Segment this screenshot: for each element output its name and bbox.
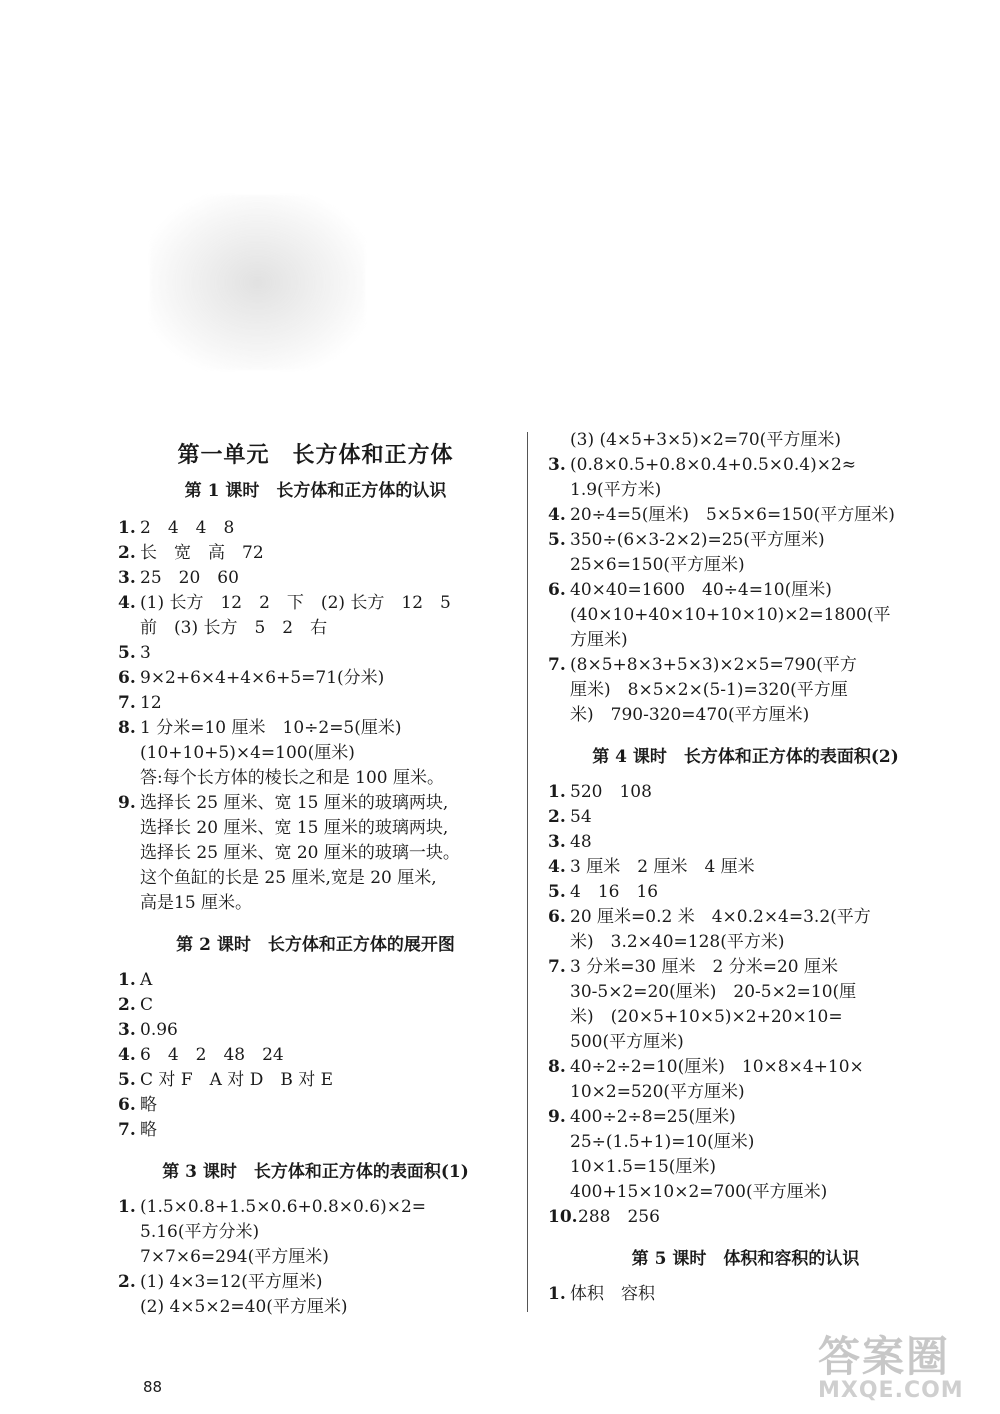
answer-line: 40×40=1600 40÷4=10(厘米)	[570, 580, 832, 600]
answer-body	[140, 1068, 513, 1093]
answer-body	[570, 578, 943, 653]
answer-body	[570, 1105, 943, 1205]
answer-line: 520 108	[570, 782, 652, 802]
unit-title: 第一单元 长方体和正方体	[177, 442, 454, 468]
answer-line: A	[140, 970, 153, 990]
answer-line: 3 分米=30 厘米 2 分米=20 厘米	[570, 957, 838, 977]
answer-number: 10.	[548, 1207, 578, 1227]
answer-line: (0.8×0.5+0.8×0.4+0.5×0.4)×2≈	[570, 455, 857, 475]
answer-line: 米) 3.2×40=128(平方米)	[570, 932, 785, 952]
answer-line: 长 宽 高 72	[140, 543, 264, 563]
answer-body	[140, 591, 513, 641]
answer-body	[140, 566, 513, 591]
answer-number: 9.	[548, 1107, 566, 1127]
answer-line: (1) 4×3=12(平方厘米)	[140, 1272, 323, 1292]
answer-number: 5.	[548, 530, 566, 550]
answer-number: 5.	[548, 882, 566, 902]
answer-item	[118, 566, 513, 591]
answer-item	[118, 516, 513, 541]
lesson-3-answers-continued	[548, 428, 943, 728]
answer-line: 答:每个长方体的棱长之和是 100 厘米。	[140, 768, 444, 788]
answer-item	[118, 1068, 513, 1093]
answer-number: 2.	[118, 1272, 136, 1292]
answer-body	[140, 1018, 513, 1043]
answer-item	[548, 1105, 943, 1205]
lesson-3-answers	[118, 1195, 513, 1320]
answer-body	[140, 993, 513, 1018]
answer-line: 3	[140, 643, 151, 663]
lesson-5-answers	[548, 1282, 943, 1307]
answer-line: 54	[570, 807, 592, 827]
watermark-logo	[818, 1332, 988, 1410]
answer-number: 6.	[548, 580, 566, 600]
lesson-2-heading: 第 2 课时 长方体和正方体的展开图	[176, 935, 455, 955]
answer-item	[118, 641, 513, 666]
answer-line: (2) 4×5×2=40(平方厘米)	[140, 1297, 348, 1317]
answer-number: 8.	[548, 1057, 566, 1077]
answer-line: 7×7×6=294(平方厘米)	[140, 1247, 329, 1267]
answer-body	[140, 691, 513, 716]
answer-number: 5.	[118, 1070, 136, 1090]
answer-line: (40×10+40×10+10×10)×2=1800(平	[570, 605, 891, 625]
answer-line: 30-5×2=20(厘米) 20-5×2=10(厘	[570, 982, 857, 1002]
answer-body	[570, 1055, 943, 1105]
answer-line: 25 20 60	[140, 568, 239, 588]
answer-body	[570, 1282, 943, 1307]
answer-item	[548, 805, 943, 830]
answer-body	[570, 780, 943, 805]
answer-number: 5.	[118, 643, 136, 663]
answer-body	[140, 641, 513, 666]
answer-line: 400+15×10×2=700(平方厘米)	[570, 1182, 828, 1202]
lesson-3-heading: 第 3 课时 长方体和正方体的表面积(1)	[162, 1162, 469, 1182]
lesson-4-answers	[548, 780, 943, 1230]
answer-item	[118, 591, 513, 641]
answer-body	[140, 1043, 513, 1068]
answer-number: 8.	[118, 718, 136, 738]
lesson-1-heading: 第 1 课时 长方体和正方体的认识	[184, 481, 447, 501]
answer-line: (1) 长方 12 2 下 (2) 长方 12 5	[140, 593, 451, 613]
answer-number: 6.	[118, 1095, 136, 1115]
answer-line: 6 4 2 48 24	[140, 1045, 284, 1065]
answer-line: C 对 F A 对 D B 对 E	[140, 1070, 334, 1090]
lesson-5-heading: 第 5 课时 体积和容积的认识	[631, 1249, 860, 1269]
answer-item	[548, 880, 943, 905]
answer-number: 6.	[548, 907, 566, 927]
answer-line: 40÷2÷2=10(厘米) 10×8×4+10×	[570, 1057, 864, 1077]
answer-line: 10×1.5=15(厘米)	[570, 1157, 717, 1177]
answer-body	[140, 1195, 513, 1270]
answer-body	[140, 666, 513, 691]
answer-item	[548, 503, 943, 528]
answer-line: 0.96	[140, 1020, 178, 1040]
answer-body	[570, 653, 943, 728]
answer-number: 3.	[118, 1020, 136, 1040]
answer-line: 高是15 厘米。	[140, 893, 253, 913]
answer-number: 3.	[118, 568, 136, 588]
answer-number: 3.	[548, 832, 566, 852]
answer-line: 米) 790-320=470(平方厘米)	[570, 705, 810, 725]
answer-item	[548, 453, 943, 503]
answer-line: 略	[140, 1120, 157, 1140]
answer-body	[140, 968, 513, 993]
answer-item	[118, 791, 513, 916]
answer-body	[570, 805, 943, 830]
answer-item	[548, 1282, 943, 1307]
answer-item	[118, 691, 513, 716]
answer-line: 20÷4=5(厘米) 5×5×6=150(平方厘米)	[570, 505, 895, 525]
answer-item	[548, 830, 943, 855]
answer-item	[548, 528, 943, 578]
answer-body	[140, 1093, 513, 1118]
answer-item	[548, 428, 943, 453]
answer-line: 25÷(1.5+1)=10(厘米)	[570, 1132, 755, 1152]
answer-body	[140, 791, 513, 916]
answer-number: 1.	[118, 518, 136, 538]
answer-number: 7.	[548, 957, 566, 977]
answer-line: 厘米) 8×5×2×(5-1)=320(平方厘	[570, 680, 848, 700]
answer-line: 400÷2÷8=25(厘米)	[570, 1107, 736, 1127]
answer-line: 选择长 20 厘米、宽 15 厘米的玻璃两块,	[140, 818, 449, 838]
answer-number: 4.	[548, 505, 566, 525]
left-column	[118, 440, 513, 1320]
answer-line: 前 (3) 长方 5 2 右	[140, 618, 328, 638]
page-number: 88	[143, 1378, 163, 1396]
answer-number: 9.	[118, 793, 136, 813]
answer-line: (10+10+5)×4=100(厘米)	[140, 743, 355, 763]
answer-line: 这个鱼缸的长是 25 厘米,宽是 20 厘米,	[140, 868, 437, 888]
answer-item	[548, 653, 943, 728]
column-divider	[527, 432, 528, 1312]
answer-number: 1.	[118, 1197, 136, 1217]
answer-item	[548, 955, 943, 1055]
answer-item	[548, 780, 943, 805]
answer-line: 1 分米=10 厘米 10÷2=5(厘米)	[140, 718, 402, 738]
answer-item	[118, 1195, 513, 1270]
answer-line: (8×5+8×3+5×3)×2×5=790(平方	[570, 655, 857, 675]
answer-number: 2.	[548, 807, 566, 827]
answer-body	[570, 830, 943, 855]
answer-body	[570, 453, 943, 503]
answer-line: 1.9(平方米)	[570, 480, 662, 500]
answer-line: 288 256	[578, 1207, 660, 1227]
answer-line: 2 4 4 8	[140, 518, 235, 538]
answer-item	[118, 1043, 513, 1068]
answer-body	[570, 503, 943, 528]
answer-line: 3 厘米 2 厘米 4 厘米	[570, 857, 755, 877]
lesson-4-heading: 第 4 课时 长方体和正方体的表面积(2)	[592, 747, 899, 767]
answer-line: (3) (4×5+3×5)×2=70(平方厘米)	[570, 430, 841, 450]
answer-line: 体积 容积	[570, 1284, 655, 1304]
answer-number: 3.	[548, 455, 566, 475]
answer-item	[548, 905, 943, 955]
answer-body	[140, 716, 513, 791]
answer-number: 1.	[548, 782, 566, 802]
answer-line: 25×6=150(平方厘米)	[570, 555, 745, 575]
answer-item	[118, 541, 513, 566]
right-column	[548, 428, 943, 1307]
answer-body	[140, 541, 513, 566]
answer-item	[548, 1205, 943, 1230]
lesson-1-answers	[118, 516, 513, 916]
answer-line: 4 16 16	[570, 882, 659, 902]
answer-number	[548, 428, 570, 453]
answer-body	[570, 528, 943, 578]
answer-line: 选择长 25 厘米、宽 15 厘米的玻璃两块,	[140, 793, 449, 813]
answer-number: 4.	[118, 1045, 136, 1065]
answer-number: 7.	[118, 693, 136, 713]
answer-number: 7.	[118, 1120, 136, 1140]
answer-number: 6.	[118, 668, 136, 688]
answer-line: (1.5×0.8+1.5×0.6+0.8×0.6)×2=	[140, 1197, 427, 1217]
answer-line: 12	[140, 693, 162, 713]
watermark-chars: 答案圈	[818, 1332, 951, 1381]
answer-line: 9×2+6×4+4×6+5=71(分米)	[140, 668, 385, 688]
answer-body	[570, 955, 943, 1055]
answer-line: 48	[570, 832, 592, 852]
answer-item	[118, 1270, 513, 1320]
answer-number: 7.	[548, 655, 566, 675]
answer-line: 5.16(平方分米)	[140, 1222, 260, 1242]
answer-line: 20 厘米=0.2 米 4×0.2×4=3.2(平方	[570, 907, 871, 927]
answer-item	[118, 1018, 513, 1043]
answer-number: 4.	[548, 857, 566, 877]
answer-item	[118, 1118, 513, 1143]
answer-number: 1.	[118, 970, 136, 990]
watermark-url: MXQE.COM	[818, 1378, 964, 1403]
answer-line: 方厘米)	[570, 630, 628, 650]
answer-item	[118, 716, 513, 791]
answer-body	[140, 1118, 513, 1143]
lesson-2-answers	[118, 968, 513, 1143]
answer-body	[140, 1270, 513, 1320]
answer-body	[570, 880, 943, 905]
answer-line: 米) (20×5+10×5)×2+20×10=	[570, 1007, 843, 1027]
answer-number: 2.	[118, 543, 136, 563]
scan-smudge	[150, 195, 365, 370]
answer-item	[548, 578, 943, 653]
answer-line: 略	[140, 1095, 157, 1115]
answer-item	[118, 1093, 513, 1118]
answer-number: 2.	[118, 995, 136, 1015]
answer-body	[570, 428, 943, 453]
answer-body	[578, 1205, 943, 1230]
answer-item	[118, 993, 513, 1018]
answer-line: 10×2=520(平方厘米)	[570, 1082, 745, 1102]
answer-item	[548, 1055, 943, 1105]
answer-line: 500(平方厘米)	[570, 1032, 684, 1052]
answer-body	[570, 905, 943, 955]
answer-number: 4.	[118, 593, 136, 613]
answer-body	[140, 516, 513, 541]
answer-line: 选择长 25 厘米、宽 20 厘米的玻璃一块。	[140, 843, 460, 863]
answer-item	[118, 968, 513, 993]
answer-line: 350÷(6×3-2×2)=25(平方厘米)	[570, 530, 825, 550]
answer-item	[118, 666, 513, 691]
answer-number: 1.	[548, 1284, 566, 1304]
answer-body	[570, 855, 943, 880]
answer-item	[548, 855, 943, 880]
answer-line: C	[140, 995, 154, 1015]
